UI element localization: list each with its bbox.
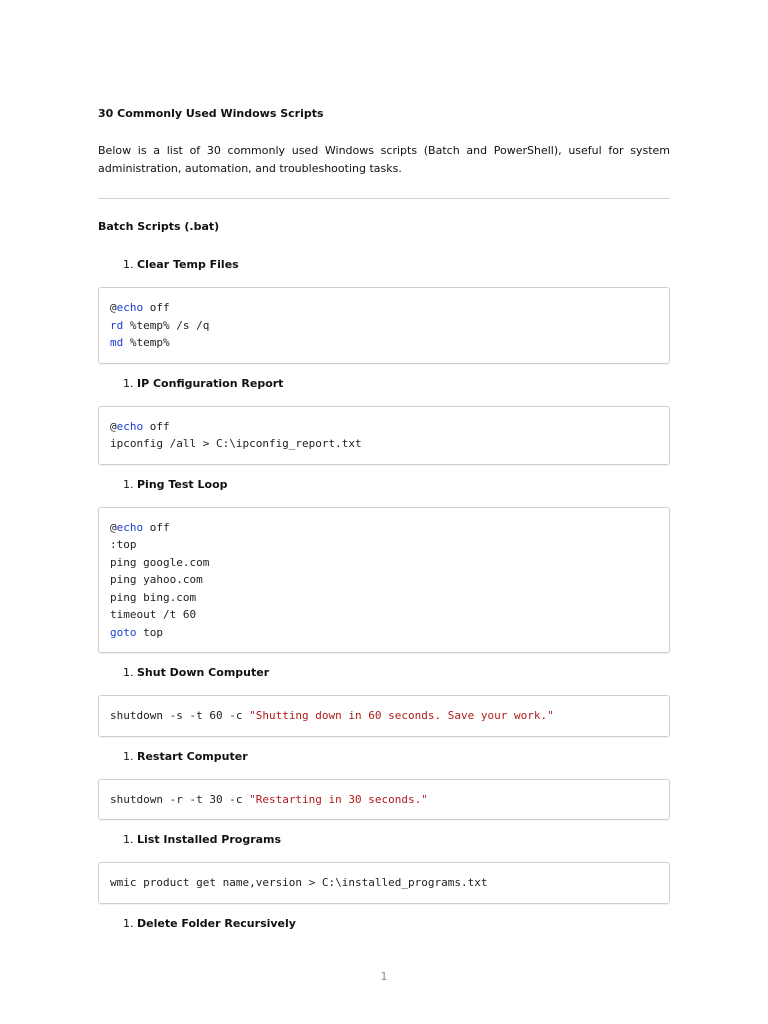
code-text: %temp% /s /q (123, 318, 210, 332)
code-keyword: rd (110, 318, 124, 332)
list-item (98, 832, 670, 848)
code-text: shutdown -r -t 30 -c (110, 792, 250, 806)
page-number: 1 (380, 970, 388, 983)
code-line (110, 435, 658, 453)
list-item (98, 477, 670, 493)
list-item (98, 665, 670, 681)
code-text: @ (110, 520, 117, 534)
code-block (98, 507, 670, 654)
code-keyword: echo (116, 419, 144, 433)
code-line (110, 571, 658, 589)
code-line (110, 606, 658, 624)
code-line (110, 554, 658, 572)
code-text: wmic product get name,version > C:\installed_programs.txt (110, 876, 488, 889)
list-item-number: 1. (123, 749, 134, 763)
code-line (110, 624, 658, 642)
list-item (98, 749, 670, 765)
list-item-label: Ping Test Loop (137, 477, 228, 491)
list-item-label: List Installed Programs (137, 833, 282, 846)
code-string: "Shutting down in 60 seconds. Save your work." (249, 709, 554, 722)
code-line (110, 519, 658, 537)
code-text: timeout /t 60 (110, 608, 197, 621)
divider (98, 198, 670, 199)
code-text: :top (110, 538, 137, 551)
code-text: off (143, 419, 170, 433)
list-item-number: 1. (123, 666, 134, 679)
code-text: off (143, 301, 170, 314)
code-string: "Restarting in 30 seconds." (249, 792, 428, 806)
list-item (98, 257, 670, 273)
list-item-number: 1. (123, 258, 134, 271)
code-keyword: echo (116, 520, 144, 534)
code-text: ping yahoo.com (110, 573, 203, 586)
section-heading: Batch Scripts (.bat) (98, 220, 220, 233)
list-item-label: Restart Computer (137, 749, 248, 763)
code-block (98, 779, 670, 821)
code-block (98, 862, 670, 904)
code-text: off (143, 520, 170, 534)
list-item-number: 1. (123, 916, 134, 930)
list-item-number: 1. (123, 833, 134, 846)
list-item-number: 1. (123, 477, 134, 491)
code-line (110, 791, 658, 809)
code-line (110, 874, 658, 892)
code-line (110, 589, 658, 607)
code-keyword: md (110, 336, 124, 349)
code-text: %temp% (123, 336, 170, 349)
document-title: 30 Commonly Used Windows Scripts (98, 107, 324, 120)
code-block (98, 695, 670, 737)
code-keyword: goto (110, 625, 137, 639)
code-line (110, 317, 658, 335)
list-item-label: IP Configuration Report (137, 376, 284, 390)
list-item (98, 376, 670, 392)
code-text: ping bing.com (110, 590, 197, 604)
code-block (98, 406, 670, 465)
script-list (98, 257, 670, 932)
code-text: @ (110, 301, 117, 314)
code-line (110, 334, 658, 352)
code-line (110, 707, 658, 725)
document-page (98, 106, 670, 932)
code-block (98, 287, 670, 364)
list-item-label: Delete Folder Recursively (137, 916, 296, 930)
code-text: ping google.com (110, 555, 210, 569)
code-line (110, 536, 658, 554)
code-line (110, 418, 658, 436)
intro-paragraph: Below is a list of 30 commonly used Windows scripts (Batch and PowerShell), useful for system administration, automation, and troubleshooting tasks. (98, 144, 670, 175)
code-text: shutdown -s -t 60 -c (110, 709, 250, 722)
list-item-label: Clear Temp Files (137, 258, 239, 271)
list-item (98, 916, 670, 932)
code-text: @ (110, 419, 117, 433)
code-text: ipconfig /all > C:\ipconfig_report.txt (110, 437, 362, 450)
code-text: top (136, 625, 163, 639)
list-item-label: Shut Down Computer (137, 666, 270, 679)
list-item-number: 1. (123, 376, 134, 390)
code-keyword: echo (116, 301, 144, 314)
code-line (110, 299, 658, 317)
